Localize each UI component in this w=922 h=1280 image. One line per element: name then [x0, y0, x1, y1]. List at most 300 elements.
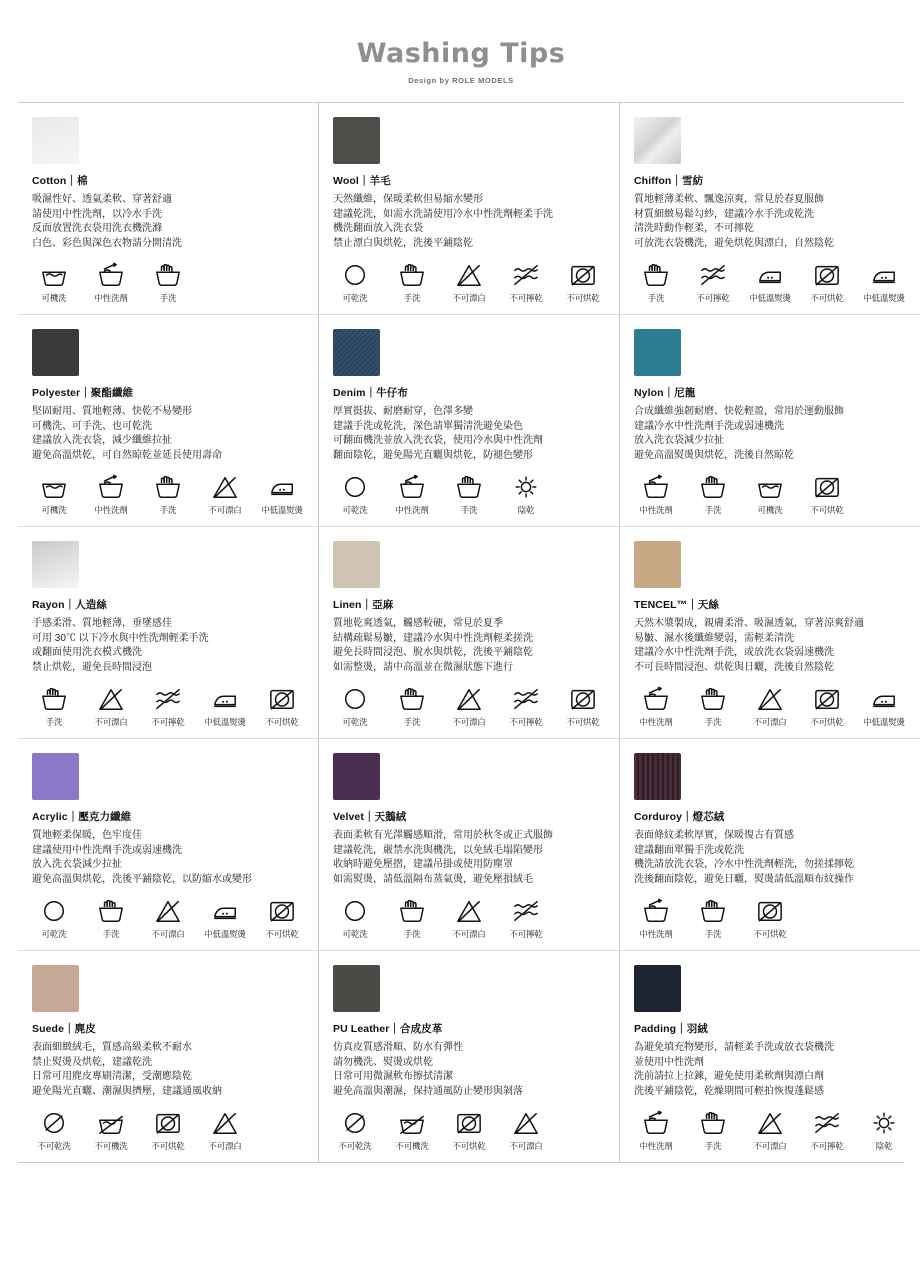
care-symbol-label: 不可漂白	[452, 717, 486, 727]
care-symbol-label: 不可擰乾	[151, 717, 185, 727]
fabric-description	[634, 405, 906, 463]
no-bleach-icon	[89, 684, 133, 714]
care-symbol	[146, 260, 190, 304]
description-line: 可放洗衣袋機洗，避免烘乾與漂白，自然陰乾	[634, 237, 834, 249]
care-symbol-row	[333, 684, 605, 728]
description-line: 如需熨燙，請低溫隔布蒸氣燙，避免壓損絨毛	[333, 873, 533, 885]
fabric-description	[32, 1041, 304, 1099]
fabric-name: Wool｜羊毛	[333, 175, 391, 187]
fabric-swatch	[333, 965, 380, 1012]
care-symbol	[634, 684, 678, 728]
description-line: 翻面陰乾，避免陽光直曬與烘乾，防褪色變形	[333, 449, 533, 461]
fabric-description	[333, 829, 605, 887]
care-symbol-row	[333, 896, 605, 940]
care-symbol	[748, 896, 792, 940]
care-symbol-row	[333, 1108, 605, 1152]
care-symbol-label: 中性洗劑	[94, 293, 128, 303]
fabric-swatch	[333, 117, 380, 164]
care-symbol-label: 可機洗	[41, 293, 67, 303]
fabric-card	[18, 315, 318, 527]
care-symbol-label: 中性洗劑	[639, 717, 673, 727]
care-symbol	[748, 684, 792, 728]
care-symbol	[561, 684, 605, 728]
description-line: 避免陽光直曬、潮濕與擠壓，建議通風收納	[32, 1085, 222, 1097]
fabric-name: Velvet｜天鵝絨	[333, 811, 407, 823]
description-line: 請勿機洗、熨燙或烘乾	[333, 1056, 433, 1068]
fabric-name: Linen｜亞麻	[333, 599, 394, 611]
care-symbol	[146, 1108, 190, 1152]
fabric-card	[18, 103, 318, 315]
care-symbol-row	[32, 1108, 304, 1152]
care-symbol-label: 不可擰乾	[696, 293, 730, 303]
hand-wash-icon	[390, 896, 434, 926]
care-symbol	[862, 260, 906, 304]
care-symbol-label: 中低溫熨燙	[863, 717, 905, 727]
care-symbol-label: 可乾洗	[342, 293, 368, 303]
fabric-swatch	[634, 753, 681, 800]
care-symbol-label: 不可擰乾	[509, 929, 543, 939]
care-symbol-label: 不可烘乾	[753, 929, 787, 939]
care-symbol-label: 中性洗劑	[639, 1141, 673, 1151]
care-symbol	[203, 896, 247, 940]
care-symbol-label: 不可擰乾	[810, 1141, 844, 1151]
fabric-name: Denim｜牛仔布	[333, 387, 408, 399]
care-symbol	[447, 472, 491, 516]
care-symbol	[634, 260, 678, 304]
no-bleach-icon	[748, 1108, 792, 1138]
fabric-name: Nylon｜尼龍	[634, 387, 696, 399]
care-symbol-label: 手洗	[403, 717, 421, 727]
fabric-card	[620, 103, 920, 315]
care-symbol-row	[634, 896, 906, 940]
care-symbol	[634, 472, 678, 516]
fabric-card	[620, 527, 920, 739]
fabric-swatch	[32, 541, 79, 588]
description-line: 收納時避免壓摺，建議吊掛或使用防塵罩	[333, 859, 513, 870]
description-line: 放入洗衣袋減少拉扯	[634, 435, 724, 446]
hand-wash-icon	[691, 684, 735, 714]
fabric-card	[620, 951, 920, 1162]
care-symbol	[504, 472, 548, 516]
no-wring-icon	[805, 1108, 849, 1138]
iron-low-icon	[748, 260, 792, 290]
care-symbol	[805, 1108, 849, 1152]
description-line: 日常可用微濕軟布擦拭清潔	[333, 1071, 453, 1082]
fabric-swatch	[634, 541, 681, 588]
care-symbol-label: 手洗	[704, 717, 722, 727]
no-bleach-icon	[203, 472, 247, 502]
care-symbol	[504, 896, 548, 940]
care-symbol-label: 不可漂白	[753, 1141, 787, 1151]
care-symbol-label: 陰乾	[875, 1141, 893, 1151]
care-symbol	[390, 1108, 434, 1152]
description-line: 建議冷水中性洗劑手洗，或放洗衣袋弱速機洗	[634, 647, 834, 658]
description-line: 建議翻面單獨手洗或乾洗	[634, 844, 744, 856]
care-symbol	[691, 472, 735, 516]
iron-low-icon	[203, 684, 247, 714]
no-wring-icon	[504, 260, 548, 290]
hand-wash-icon	[390, 684, 434, 714]
care-symbol-label: 不可漂白	[208, 1141, 242, 1151]
description-line: 可機洗、可手洗、也可乾洗	[32, 420, 152, 432]
description-line: 質地輕柔保暖，色牢度佳	[32, 830, 142, 841]
fabric-card	[319, 739, 619, 951]
mild-detergent-icon	[634, 1108, 678, 1138]
hand-wash-icon	[146, 472, 190, 502]
care-symbol	[504, 260, 548, 304]
care-symbol-label: 中性洗劑	[94, 505, 128, 515]
care-symbol-label: 不可漂白	[452, 929, 486, 939]
care-symbol-row	[32, 472, 304, 516]
care-symbol-label: 不可乾洗	[338, 1141, 372, 1151]
description-line: 易皺、濕水後纖維變弱，需輕柔清洗	[634, 632, 794, 644]
description-line: 建議手洗或乾洗，深色請單獨清洗避免染色	[333, 420, 523, 432]
no-tumble-icon	[561, 260, 605, 290]
no-wring-icon	[504, 684, 548, 714]
description-line: 表面條紋柔軟厚實，保暖復古有質感	[634, 830, 794, 841]
description-line: 建議乾洗，嚴禁水洗與機洗，以免絨毛塌陷變形	[333, 844, 543, 856]
fabric-card	[620, 739, 920, 951]
description-line: 表面細緻絨毛，質感高級柔軟不耐水	[32, 1042, 192, 1053]
care-symbol-row	[32, 684, 304, 728]
description-line: 結構疏鬆易皺，建議冷水與中性洗劑輕柔搓洗	[333, 632, 533, 644]
fabric-description	[32, 617, 304, 675]
fabric-description	[634, 193, 906, 251]
no-wring-icon	[691, 260, 735, 290]
care-symbol-label: 不可擰乾	[509, 293, 543, 303]
care-symbol-label: 中性洗劑	[639, 929, 673, 939]
description-line: 機洗翻面放入洗衣袋	[333, 223, 423, 234]
no-tumble-icon	[805, 684, 849, 714]
care-symbol	[862, 684, 906, 728]
no-dry-clean-icon	[333, 1108, 377, 1138]
no-tumble-icon	[748, 896, 792, 926]
no-bleach-icon	[447, 260, 491, 290]
fabric-name: Acrylic｜壓克力纖維	[32, 811, 132, 823]
care-symbol-label: 不可烘乾	[810, 717, 844, 727]
care-symbol-label: 中低溫熨燙	[863, 293, 905, 303]
care-symbol-row	[32, 896, 304, 940]
description-line: 反面放置洗衣袋用洗衣機洗滌	[32, 223, 162, 234]
no-machine-wash-icon	[89, 1108, 133, 1138]
fabric-description	[32, 193, 304, 251]
fabric-card	[319, 527, 619, 739]
care-symbol-label: 可乾洗	[342, 929, 368, 939]
description-line: 天然木漿製成，親膚柔滑、吸濕透氣，穿著涼爽舒適	[634, 618, 864, 629]
page-title: Washing Tips	[356, 38, 566, 69]
care-symbol	[390, 896, 434, 940]
care-symbol-row	[634, 472, 906, 516]
care-symbol	[561, 260, 605, 304]
description-line: 吸濕性好、透氣柔軟、穿著舒適	[32, 194, 172, 205]
care-symbol	[32, 260, 76, 304]
description-line: 避免長時間浸泡、脫水與烘乾，洗後平鋪陰乾	[333, 647, 533, 658]
fabric-card	[319, 315, 619, 527]
mild-detergent-icon	[634, 472, 678, 502]
care-symbol	[32, 896, 76, 940]
care-symbol	[691, 1108, 735, 1152]
iron-low-icon	[862, 684, 906, 714]
description-line: 如需整燙，請中高溫並在微濕狀態下進行	[333, 661, 513, 673]
description-line: 洗前請拉上拉鍊，避免使用柔軟劑與漂白劑	[634, 1071, 824, 1082]
mild-detergent-icon	[89, 260, 133, 290]
no-tumble-icon	[260, 684, 304, 714]
description-line: 白色、彩色與深色衣物請分開清洗	[32, 237, 182, 249]
description-line: 不可長時間浸泡、烘乾與日曬，洗後自然陰乾	[634, 661, 834, 673]
no-bleach-icon	[203, 1108, 247, 1138]
care-symbol-label: 不可烘乾	[810, 505, 844, 515]
care-symbol	[260, 896, 304, 940]
description-line: 建議乾洗，如需水洗請使用冷水中性洗劑輕柔手洗	[333, 208, 553, 220]
description-line: 日常可用麂皮專刷清潔，受潮應陰乾	[32, 1071, 192, 1082]
care-symbol	[390, 472, 434, 516]
care-symbol	[862, 1108, 906, 1152]
care-symbol-label: 中低溫熨燙	[261, 505, 303, 515]
fabric-swatch	[333, 753, 380, 800]
care-symbol-row	[333, 472, 605, 516]
hand-wash-icon	[691, 896, 735, 926]
drip-dry-icon	[862, 1108, 906, 1138]
care-symbol	[504, 684, 548, 728]
care-symbol-label: 中低溫熨燙	[749, 293, 791, 303]
fabric-grid	[18, 102, 904, 1163]
care-symbol-row	[32, 260, 304, 304]
care-symbol-label: 可機洗	[41, 505, 67, 515]
care-symbol	[691, 684, 735, 728]
description-line: 放入洗衣袋減少拉扯	[32, 859, 122, 870]
no-bleach-icon	[146, 896, 190, 926]
fabric-description	[333, 405, 605, 463]
fabric-name: Suede｜麂皮	[32, 1023, 96, 1035]
care-symbol-row	[634, 260, 906, 304]
care-symbol	[333, 472, 377, 516]
iron-low-icon	[862, 260, 906, 290]
machine-wash-icon	[32, 472, 76, 502]
care-symbol-label: 不可漂白	[452, 293, 486, 303]
care-symbol	[390, 684, 434, 728]
care-symbol-label: 手洗	[159, 293, 177, 303]
dry-clean-icon	[32, 896, 76, 926]
description-line: 機洗請放洗衣袋，冷水中性洗劑輕洗，勿搓揉擰乾	[634, 859, 854, 870]
care-symbol-label: 不可機洗	[94, 1141, 128, 1151]
hand-wash-icon	[89, 896, 133, 926]
care-symbol-label: 手洗	[403, 929, 421, 939]
no-tumble-icon	[447, 1108, 491, 1138]
description-line: 禁止烘乾，避免長時間浸泡	[32, 661, 152, 673]
care-symbol	[691, 896, 735, 940]
fabric-swatch	[634, 329, 681, 376]
care-symbol	[447, 684, 491, 728]
dry-clean-icon	[333, 472, 377, 502]
description-line: 避免高溫與潮濕，保持通風防止變形與剝落	[333, 1085, 523, 1097]
fabric-card	[18, 951, 318, 1162]
care-symbol-label: 不可漂白	[753, 717, 787, 727]
care-symbol	[89, 472, 133, 516]
care-symbol-label: 不可漂白	[151, 929, 185, 939]
description-line: 並使用中性洗劑	[634, 1056, 704, 1068]
care-symbol-label: 手洗	[647, 293, 665, 303]
description-line: 洗後平鋪陰乾，乾燥期間可輕拍恢復蓬鬆感	[634, 1085, 824, 1097]
care-symbol-row	[634, 1108, 906, 1152]
care-symbol-label: 可乾洗	[342, 505, 368, 515]
description-line: 避免高溫烘乾，可自然晾乾並延長使用壽命	[32, 449, 222, 461]
no-wring-icon	[146, 684, 190, 714]
care-symbol-label: 不可烘乾	[265, 717, 299, 727]
care-symbol-label: 手洗	[460, 505, 478, 515]
care-symbol-label: 不可烘乾	[452, 1141, 486, 1151]
care-symbol	[333, 896, 377, 940]
care-symbol-label: 手洗	[704, 505, 722, 515]
care-symbol	[504, 1108, 548, 1152]
mild-detergent-icon	[634, 896, 678, 926]
description-line: 建議冷水中性洗劑手洗或弱速機洗	[634, 420, 784, 432]
fabric-card	[18, 739, 318, 951]
fabric-name: Rayon｜人造絲	[32, 599, 107, 611]
fabric-column	[319, 103, 620, 1162]
hand-wash-icon	[691, 1108, 735, 1138]
care-symbol-label: 手洗	[45, 717, 63, 727]
care-symbol	[333, 260, 377, 304]
care-symbol-label: 不可漂白	[208, 505, 242, 515]
fabric-name: Polyester｜聚酯纖維	[32, 387, 134, 399]
care-symbol	[32, 1108, 76, 1152]
care-symbol	[89, 684, 133, 728]
description-line: 避免高溫熨燙與烘乾，洗後自然晾乾	[634, 449, 794, 461]
fabric-name: Padding｜羽絨	[634, 1023, 708, 1035]
care-symbol	[447, 1108, 491, 1152]
fabric-swatch	[32, 965, 79, 1012]
no-bleach-icon	[504, 1108, 548, 1138]
description-line: 表面柔軟有光澤觸感順滑，常用於秋冬或正式服飾	[333, 830, 553, 841]
care-symbol	[260, 472, 304, 516]
no-dry-clean-icon	[32, 1108, 76, 1138]
care-symbol-label: 不可烘乾	[265, 929, 299, 939]
fabric-name: Chiffon｜雪紡	[634, 175, 704, 187]
care-symbol	[89, 260, 133, 304]
care-symbol	[634, 896, 678, 940]
description-line: 洗後翻面陰乾，避免日曬，熨燙請低溫順布紋操作	[634, 873, 854, 885]
care-symbol	[146, 896, 190, 940]
care-symbol	[691, 260, 735, 304]
no-tumble-icon	[805, 260, 849, 290]
no-tumble-icon	[805, 472, 849, 502]
dry-clean-icon	[333, 896, 377, 926]
care-symbol-label: 中性洗劑	[639, 505, 673, 515]
fabric-card	[319, 103, 619, 315]
care-symbol-label: 不可漂白	[94, 717, 128, 727]
no-tumble-icon	[260, 896, 304, 926]
fabric-description	[333, 193, 605, 251]
fabric-name: TENCEL™｜天絲	[634, 599, 719, 611]
care-symbol-row	[333, 260, 605, 304]
care-symbol-label: 中低溫熨燙	[204, 717, 246, 727]
care-symbol-label: 不可烘乾	[151, 1141, 185, 1151]
fabric-card	[620, 315, 920, 527]
description-line: 可用 30℃ 以下冷水與中性洗劑輕柔手洗	[32, 632, 209, 644]
iron-low-icon	[203, 896, 247, 926]
fabric-description	[32, 829, 304, 887]
fabric-description	[333, 617, 605, 675]
description-line: 可翻面機洗並放入洗衣袋，使用冷水與中性洗劑	[333, 435, 543, 446]
hand-wash-icon	[447, 472, 491, 502]
care-symbol	[390, 260, 434, 304]
no-tumble-icon	[561, 684, 605, 714]
care-symbol-label: 手洗	[704, 929, 722, 939]
description-line: 清洗時動作輕柔，不可擰乾	[634, 223, 754, 234]
fabric-column	[620, 103, 920, 1162]
description-line: 為避免填充物變形，請輕柔手洗或放衣袋機洗	[634, 1042, 834, 1053]
description-line: 質地輕薄柔軟、飄逸涼爽，常見於春夏服飾	[634, 194, 824, 205]
care-symbol-label: 不可機洗	[395, 1141, 429, 1151]
description-line: 禁止漂白與烘乾，洗後平鋪陰乾	[333, 237, 473, 249]
description-line: 材質細緻易鬆勾紗，建議冷水手洗或乾洗	[634, 208, 814, 220]
description-line: 禁止熨燙及烘乾，建議乾洗	[32, 1056, 152, 1068]
machine-wash-icon	[32, 260, 76, 290]
care-symbol-label: 不可烘乾	[810, 293, 844, 303]
no-bleach-icon	[447, 684, 491, 714]
care-symbol-row	[634, 684, 906, 728]
fabric-name: Cotton｜棉	[32, 175, 88, 187]
hand-wash-icon	[691, 472, 735, 502]
care-symbol	[447, 896, 491, 940]
fabric-swatch	[32, 329, 79, 376]
care-symbol	[748, 260, 792, 304]
iron-low-icon	[260, 472, 304, 502]
drip-dry-icon	[504, 472, 548, 502]
care-symbol-label: 手洗	[159, 505, 177, 515]
fabric-description	[634, 829, 906, 887]
hand-wash-icon	[634, 260, 678, 290]
care-symbol	[333, 1108, 377, 1152]
care-symbol-label: 不可乾洗	[37, 1141, 71, 1151]
description-line: 建議放入洗衣袋，減少纖維拉扯	[32, 435, 172, 446]
description-line: 避免高溫與烘乾，洗後平鋪陰乾，以防縮水或變形	[32, 873, 252, 885]
description-line: 或翻面使用洗衣模式機洗	[32, 647, 142, 658]
description-line: 合成纖維強韌耐磨、快乾輕盈，常用於運動服飾	[634, 406, 844, 417]
care-symbol	[89, 896, 133, 940]
fabric-swatch	[333, 541, 380, 588]
fabric-column	[18, 103, 319, 1162]
care-symbol-label: 陰乾	[517, 505, 535, 515]
description-line: 手感柔滑、質地輕薄，垂墜感佳	[32, 618, 172, 629]
fabric-name: Corduroy｜燈芯絨	[634, 811, 725, 823]
description-line: 堅固耐用、質地輕薄、快乾不易變形	[32, 406, 192, 417]
description-line: 厚實挺拔、耐磨耐穿，色澤多變	[333, 406, 473, 417]
description-line: 質地乾爽透氣，觸感較硬，常見於夏季	[333, 618, 503, 629]
fabric-card	[319, 951, 619, 1162]
description-line: 建議使用中性洗劑手洗或弱速機洗	[32, 844, 182, 856]
fabric-swatch	[32, 117, 79, 164]
hand-wash-icon	[390, 260, 434, 290]
care-symbol	[146, 684, 190, 728]
care-symbol-label: 手洗	[102, 929, 120, 939]
fabric-description	[634, 617, 906, 675]
care-symbol	[805, 260, 849, 304]
description-line: 請使用中性洗劑，以冷水手洗	[32, 208, 162, 220]
care-symbol	[146, 472, 190, 516]
care-symbol	[89, 1108, 133, 1152]
care-symbol-label: 可乾洗	[41, 929, 67, 939]
no-bleach-icon	[447, 896, 491, 926]
fabric-description	[634, 1041, 906, 1099]
care-symbol	[805, 472, 849, 516]
fabric-swatch	[333, 329, 380, 376]
care-symbol	[32, 472, 76, 516]
care-symbol-label: 不可擰乾	[509, 717, 543, 727]
fabric-card	[18, 527, 318, 739]
care-symbol	[203, 1108, 247, 1152]
mild-detergent-icon	[390, 472, 434, 502]
